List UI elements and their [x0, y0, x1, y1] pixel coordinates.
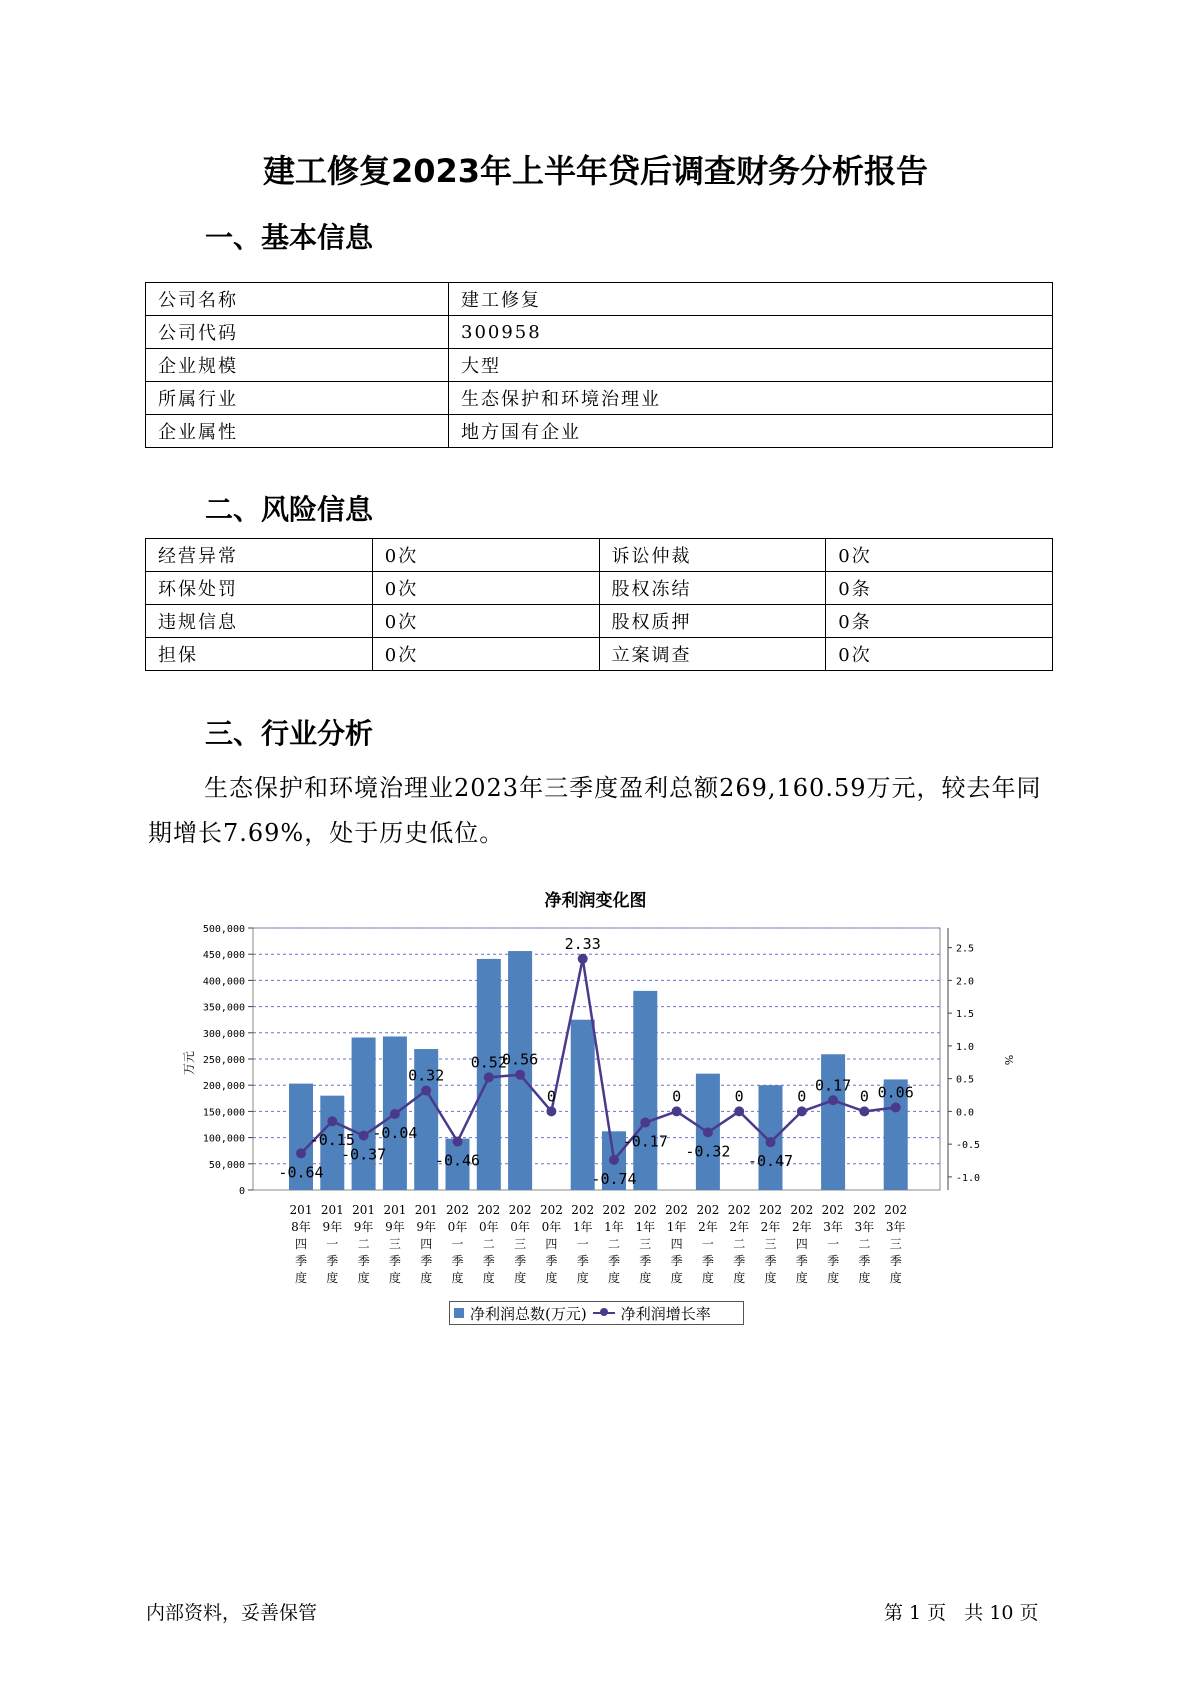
- x-tick-label: 一: [576, 1237, 589, 1251]
- basic-info-value: 建工修复: [449, 283, 1053, 316]
- growth-rate-label: -0.04: [372, 1124, 418, 1143]
- x-tick-label: 201: [383, 1203, 407, 1217]
- x-tick-label: 度: [701, 1271, 714, 1285]
- section-heading-industry-analysis: 三、行业分析: [205, 717, 374, 750]
- risk-info-label: 立案调查: [599, 638, 826, 671]
- x-tick-label: 201: [289, 1203, 313, 1217]
- y-tick-label: 500,000: [202, 924, 245, 935]
- x-tick-label: 2年: [698, 1220, 718, 1234]
- x-tick-label: 三: [889, 1237, 902, 1251]
- growth-rate-point: [672, 1106, 682, 1116]
- x-tick-label: 季: [514, 1254, 527, 1268]
- growth-rate-point: [797, 1106, 807, 1116]
- y-tick-label: 350,000: [202, 1002, 245, 1014]
- y-tick-label: 400,000: [202, 976, 245, 988]
- x-tick-label: 四: [420, 1237, 433, 1251]
- x-tick-label: 202: [759, 1203, 782, 1217]
- x-tick-label: 202: [539, 1203, 563, 1217]
- bar: [352, 1038, 376, 1190]
- y-tick-label: 450,000: [202, 950, 245, 962]
- growth-rate-label: -0.17: [622, 1132, 668, 1151]
- x-tick-label: 202: [633, 1203, 657, 1217]
- x-tick-label: 度: [576, 1271, 589, 1285]
- basic-info-label: 公司名称: [146, 283, 449, 316]
- x-tick-label: 季: [482, 1254, 495, 1268]
- x-tick-label: 201: [320, 1203, 344, 1217]
- x-tick-label: 三: [388, 1237, 401, 1251]
- growth-rate-label: -0.74: [591, 1169, 637, 1188]
- legend-bar-swatch: [454, 1308, 464, 1318]
- x-tick-label: 1年: [572, 1220, 593, 1234]
- footer-confidential: 内部资料，妥善保管: [146, 1602, 318, 1624]
- x-tick-label: 度: [764, 1271, 777, 1285]
- x-tick-label: 季: [639, 1254, 652, 1268]
- section-heading-risk-info: 二、风险信息: [205, 493, 374, 526]
- growth-rate-point: [453, 1137, 463, 1147]
- x-tick-label: 1年: [604, 1220, 624, 1234]
- growth-rate-point: [421, 1085, 431, 1095]
- x-tick-label: 二: [733, 1237, 746, 1251]
- x-tick-label: 二: [607, 1237, 621, 1251]
- y2-tick-label: 0.5: [956, 1074, 975, 1086]
- x-tick-label: 2年: [760, 1220, 781, 1234]
- growth-rate-point: [609, 1155, 619, 1165]
- x-tick-label: 季: [764, 1254, 777, 1268]
- y-axis-label: 万元: [182, 1050, 196, 1076]
- x-tick-label: 季: [670, 1254, 683, 1268]
- growth-rate-point: [734, 1106, 744, 1116]
- risk-info-label: 股权冻结: [599, 572, 826, 605]
- growth-rate-label: 0.52: [470, 1053, 507, 1072]
- growth-rate-label: -0.32: [685, 1142, 731, 1161]
- x-tick-label: 度: [858, 1271, 871, 1285]
- x-tick-label: 202: [508, 1203, 532, 1217]
- x-tick-label: 3年: [854, 1220, 875, 1234]
- growth-rate-point: [546, 1106, 556, 1116]
- growth-rate-label: 0: [546, 1087, 556, 1106]
- x-tick-label: 9年: [353, 1220, 374, 1234]
- risk-info-label: 环保处罚: [146, 572, 373, 605]
- risk-info-value: 0条: [826, 605, 1053, 638]
- x-tick-label: 四: [795, 1237, 808, 1251]
- y2-tick-label: 1.5: [956, 1009, 975, 1021]
- x-tick-label: 1年: [666, 1220, 687, 1234]
- x-tick-label: 202: [477, 1203, 501, 1217]
- growth-rate-point: [766, 1137, 776, 1147]
- risk-info-label: 担保: [146, 638, 373, 671]
- legend-line-swatch: [593, 1312, 615, 1314]
- x-tick-label: 度: [889, 1271, 902, 1285]
- x-tick-label: 202: [665, 1203, 689, 1217]
- x-tick-label: 0年: [541, 1220, 562, 1234]
- basic-info-value: 大型: [449, 349, 1053, 382]
- y2-tick-label: 2.5: [956, 943, 975, 955]
- x-tick-label: 度: [357, 1271, 370, 1285]
- x-tick-label: 二: [482, 1237, 495, 1251]
- y2-tick-label: 1.0: [956, 1041, 975, 1053]
- x-tick-label: 1年: [635, 1220, 656, 1234]
- growth-rate-label: 0: [672, 1087, 682, 1106]
- risk-info-value: 0条: [826, 572, 1053, 605]
- growth-rate-point: [359, 1131, 369, 1141]
- section-heading-basic-info: 一、基本信息: [205, 221, 374, 254]
- growth-rate-point: [703, 1127, 713, 1137]
- x-tick-label: 季: [795, 1254, 808, 1268]
- growth-rate-point: [327, 1116, 337, 1126]
- x-tick-label: 二: [357, 1237, 370, 1251]
- risk-info-value: 0次: [826, 539, 1053, 572]
- y-tick-label: 50,000: [208, 1159, 245, 1171]
- x-tick-label: 度: [451, 1271, 464, 1285]
- x-tick-label: 度: [388, 1271, 401, 1285]
- growth-rate-label: 0.56: [502, 1050, 539, 1069]
- y2-tick-label: 0.0: [956, 1107, 975, 1119]
- x-tick-label: 3年: [885, 1220, 906, 1234]
- x-tick-label: 季: [545, 1254, 558, 1268]
- x-tick-label: 201: [352, 1203, 376, 1217]
- risk-info-value: 0次: [372, 572, 599, 605]
- x-tick-label: 2年: [791, 1220, 812, 1234]
- growth-rate-point: [859, 1106, 869, 1116]
- x-tick-label: 度: [607, 1271, 621, 1285]
- bar: [633, 991, 657, 1190]
- x-tick-label: 度: [639, 1271, 652, 1285]
- x-tick-label: 季: [451, 1254, 464, 1268]
- x-tick-label: 度: [795, 1271, 808, 1285]
- x-tick-label: 一: [827, 1237, 840, 1251]
- y2-axis-label: %: [1002, 1054, 1015, 1066]
- growth-rate-point: [484, 1072, 494, 1082]
- x-tick-label: 三: [514, 1237, 527, 1251]
- legend-bar-label: 净利润总数(万元): [470, 1304, 587, 1323]
- basic-info-value: 生态保护和环境治理业: [449, 382, 1053, 415]
- legend-line-label: 净利润增长率: [620, 1304, 711, 1323]
- x-tick-label: 0年: [447, 1220, 468, 1234]
- growth-rate-label: 0: [797, 1087, 807, 1106]
- x-tick-label: 度: [294, 1271, 308, 1285]
- risk-info-value: 0次: [372, 605, 599, 638]
- x-tick-label: 202: [884, 1203, 908, 1217]
- x-tick-label: 2年: [729, 1220, 750, 1234]
- y2-tick-label: 2.0: [956, 976, 975, 988]
- risk-info-value: 0次: [826, 638, 1053, 671]
- x-tick-label: 度: [514, 1271, 527, 1285]
- x-tick-label: 季: [733, 1254, 746, 1268]
- growth-rate-label: -0.47: [747, 1152, 794, 1171]
- x-tick-label: 季: [576, 1254, 589, 1268]
- y2-tick-label: -1.0: [956, 1172, 981, 1184]
- y-tick-label: 150,000: [202, 1107, 245, 1119]
- x-tick-label: 一: [326, 1237, 339, 1251]
- growth-rate-point: [640, 1118, 650, 1128]
- x-tick-label: 四: [670, 1237, 683, 1251]
- x-tick-label: 季: [827, 1254, 840, 1268]
- x-tick-label: 202: [602, 1203, 626, 1217]
- x-tick-label: 0年: [478, 1220, 499, 1234]
- x-tick-label: 三: [764, 1237, 777, 1251]
- x-tick-label: 8年: [291, 1220, 311, 1234]
- growth-rate-label: -0.64: [278, 1163, 324, 1182]
- y-tick-label: 0: [238, 1186, 245, 1197]
- x-tick-label: 度: [733, 1271, 746, 1285]
- basic-info-value: 300958: [449, 316, 1053, 349]
- chart-title: 净利润变化图: [544, 891, 647, 911]
- x-tick-label: 季: [357, 1254, 370, 1268]
- growth-rate-point: [296, 1148, 306, 1158]
- x-tick-label: 度: [326, 1271, 339, 1285]
- x-tick-label: 季: [858, 1254, 871, 1268]
- bar: [571, 1020, 595, 1190]
- risk-info-label: 违规信息: [146, 605, 373, 638]
- x-tick-label: 一: [451, 1237, 464, 1251]
- growth-rate-label: -0.46: [434, 1151, 481, 1170]
- report-title: 建工修复2023年上半年贷后调查财务分析报告: [262, 152, 929, 190]
- bar: [821, 1054, 845, 1190]
- x-tick-label: 202: [696, 1203, 720, 1217]
- x-tick-label: 三: [639, 1237, 652, 1251]
- x-tick-label: 四: [545, 1237, 558, 1251]
- chart-legend: [449, 1301, 744, 1325]
- basic-info-value: 地方国有企业: [449, 415, 1053, 448]
- x-tick-label: 度: [482, 1271, 495, 1285]
- growth-rate-label: 0.06: [877, 1083, 914, 1102]
- growth-rate-point: [891, 1102, 901, 1112]
- basic-info-label: 企业规模: [146, 349, 449, 382]
- x-tick-label: 202: [852, 1203, 876, 1217]
- x-tick-label: 季: [889, 1254, 902, 1268]
- x-tick-label: 202: [446, 1203, 469, 1217]
- y-tick-label: 250,000: [202, 1055, 245, 1066]
- y2-tick-label: -0.5: [956, 1140, 981, 1152]
- y-tick-label: 200,000: [202, 1081, 245, 1093]
- growth-rate-point: [515, 1070, 525, 1080]
- risk-info-value: 0次: [372, 638, 599, 671]
- growth-rate-point: [578, 954, 588, 964]
- risk-info-label: 经营异常: [146, 539, 373, 572]
- growth-rate-label: 0.32: [408, 1066, 445, 1085]
- x-tick-label: 度: [420, 1271, 433, 1285]
- basic-info-label: 企业属性: [146, 415, 449, 448]
- x-tick-label: 9年: [416, 1220, 437, 1234]
- basic-info-label: 所属行业: [146, 382, 449, 415]
- y-tick-label: 100,000: [202, 1133, 245, 1145]
- x-tick-label: 季: [701, 1254, 714, 1268]
- x-tick-label: 季: [388, 1254, 401, 1268]
- x-tick-label: 3年: [823, 1220, 843, 1234]
- growth-rate-label: -0.15: [309, 1131, 355, 1150]
- x-tick-label: 一: [701, 1237, 714, 1251]
- x-tick-label: 202: [790, 1203, 814, 1217]
- risk-info-value: 0次: [372, 539, 599, 572]
- growth-rate-point: [828, 1095, 838, 1105]
- x-tick-label: 9年: [322, 1220, 343, 1234]
- y-tick-label: 300,000: [202, 1028, 245, 1040]
- x-tick-label: 季: [326, 1254, 339, 1268]
- growth-rate-label: 0: [859, 1087, 869, 1106]
- x-tick-label: 度: [670, 1271, 683, 1285]
- x-tick-label: 0年: [510, 1220, 530, 1234]
- x-tick-label: 9年: [385, 1220, 405, 1234]
- x-tick-label: 201: [414, 1203, 438, 1217]
- x-tick-label: 202: [821, 1203, 845, 1217]
- x-tick-label: 度: [827, 1271, 840, 1285]
- x-tick-label: 四: [294, 1237, 308, 1251]
- x-tick-label: 202: [571, 1203, 595, 1217]
- risk-info-label: 股权质押: [599, 605, 826, 638]
- growth-rate-label: 0.17: [815, 1076, 852, 1095]
- growth-rate-point: [390, 1109, 400, 1119]
- risk-info-label: 诉讼仲裁: [599, 539, 826, 572]
- x-tick-label: 季: [420, 1254, 433, 1268]
- footer-page-number: 第 1 页 共 10 页: [884, 1602, 1039, 1624]
- x-tick-label: 季: [607, 1254, 621, 1268]
- x-tick-label: 202: [727, 1203, 751, 1217]
- x-tick-label: 季: [294, 1254, 308, 1268]
- x-tick-label: 二: [858, 1237, 871, 1251]
- growth-rate-label: 0: [734, 1087, 744, 1106]
- basic-info-label: 公司代码: [146, 316, 449, 349]
- industry-paragraph: 生态保护和环境治理业2023年三季度盈利总额269,160.59万元，较去年同期增长7.69%，处于历史低位。: [148, 774, 1042, 847]
- growth-rate-label: 2.33: [564, 934, 601, 953]
- x-tick-label: 度: [545, 1271, 558, 1285]
- growth-rate-label: -0.37: [341, 1145, 387, 1164]
